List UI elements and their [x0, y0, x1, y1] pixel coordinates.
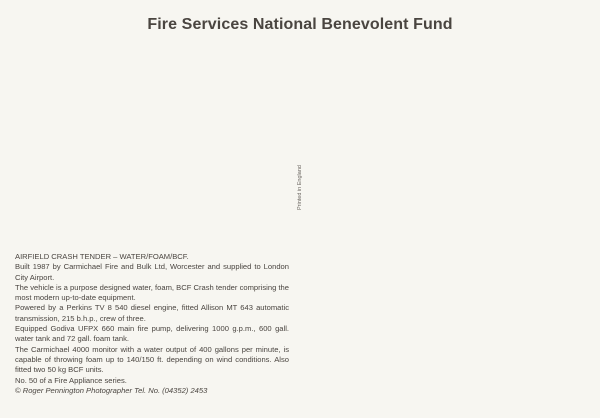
monitor-paragraph: The Carmichael 4000 monitor with a water output of 400 gallons per minute, is capable of throwing foam up to 140/150 ft. depending on wind conditions. Also fitted two 50 kg BCF units.: [15, 344, 289, 375]
series-number: No. 50 of a Fire Appliance series.: [15, 375, 127, 385]
engine-paragraph: Powered by a Perkins TV 8 540 diesel engine, fitted Allison MT 643 automatic transmission, 215 b.h.p., crew of three.: [15, 303, 289, 323]
printed-in-england-label: Printed in England: [297, 165, 303, 210]
pump-paragraph: Equipped Godiva UFPX 660 main fire pump, delivering 1000 g.p.m., 600 gall. water tank and 72 gall. foam tank.: [15, 324, 289, 344]
design-paragraph: The vehicle is a purpose designed water, foam, BCF Crash tender comprising the most modern up-to-date equipment.: [15, 282, 289, 303]
fund-title: Fire Services National Benevolent Fund: [147, 16, 453, 33]
vehicle-heading: AIRFIELD CRASH TENDER – WATER/FOAM/BCF.: [15, 252, 189, 261]
build-paragraph: Built 1987 by Carmichael Fire and Bulk Ltd, Worcester and supplied to London City Airport.: [15, 262, 289, 282]
photographer-credit: © Roger Pennington Photographer Tel. No. (04352) 2453: [15, 385, 208, 395]
description-block: [15, 252, 289, 396]
